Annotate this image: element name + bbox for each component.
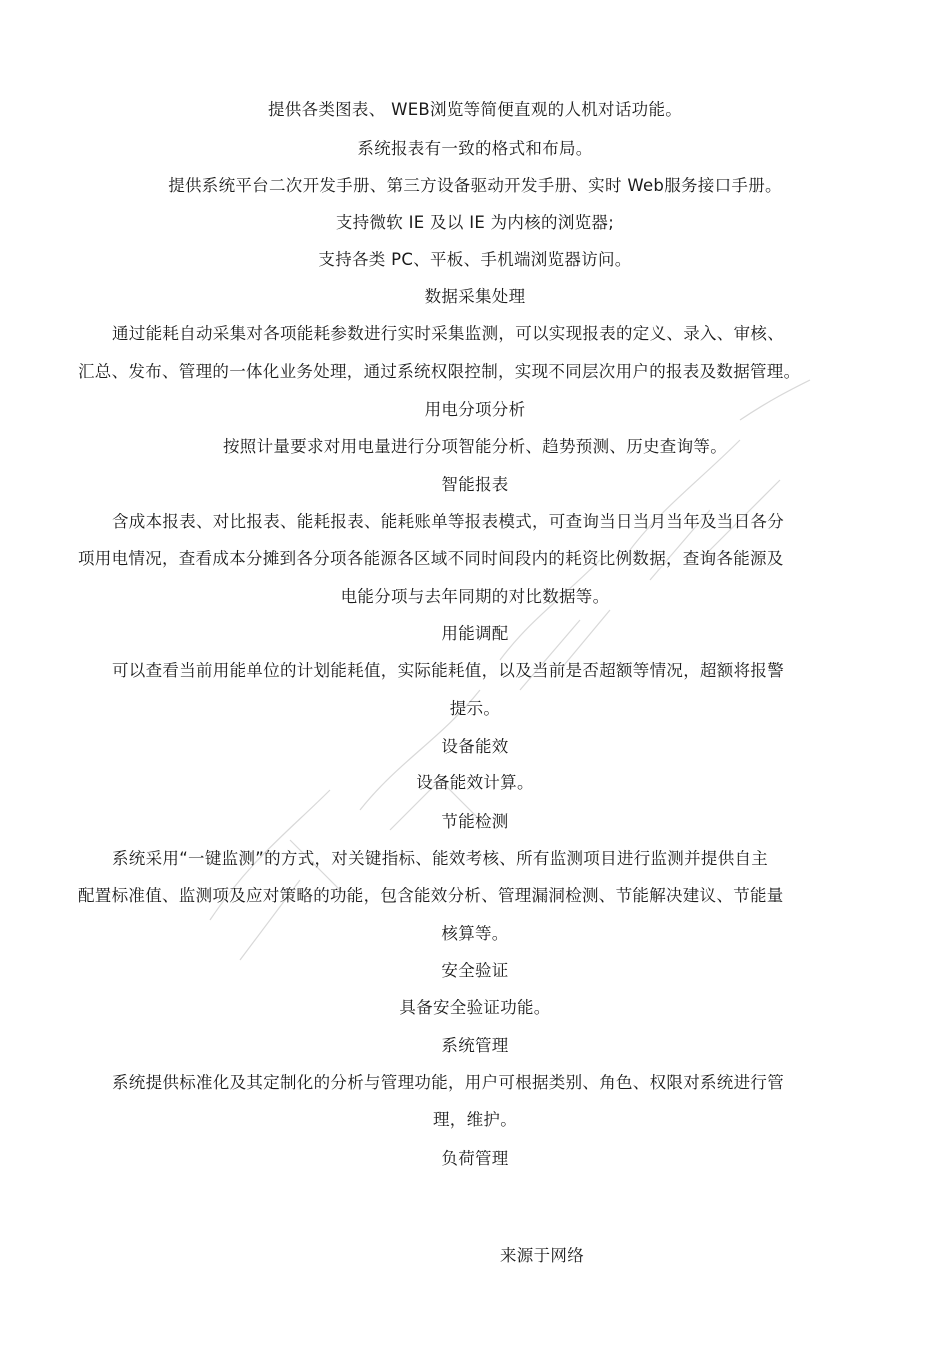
text-line: 提供各类图表、 WEB浏览等简便直观的人机对话功能。 [267, 100, 683, 119]
page-footer: 来源于网络 [500, 1246, 584, 1265]
section-heading: 节能检测 [441, 812, 509, 831]
paragraph-line: 汇总、发布、管理的一体化业务处理，通过系统权限控制，实现不同层次用户的报表及数据管理。 [78, 362, 801, 381]
section-heading: 安全验证 [441, 961, 509, 980]
text-line: 支持各类 PC、平板、手机端浏览器访问。 [318, 250, 632, 269]
text-line: 具备安全验证功能。 [399, 998, 551, 1017]
text-line: 提供系统平台二次开发手册、第三方设备驱动开发手册、实时 Web服务接口手册。 [168, 176, 782, 195]
section-heading: 数据采集处理 [424, 287, 526, 306]
text-line: 设备能效计算。 [416, 773, 534, 792]
paragraph-line: 理，维护。 [433, 1110, 517, 1129]
paragraph-line: 可以查看当前用能单位的计划能耗值，实际能耗值，以及当前是否超额等情况，超额将报警 [112, 661, 784, 680]
section-heading: 系统管理 [441, 1036, 509, 1055]
paragraph-line: 系统采用“一键监测”的方式，对关键指标、能效考核、所有监测项目进行监测并提供自主 [112, 849, 769, 868]
section-heading: 智能报表 [441, 475, 509, 494]
text-line: 按照计量要求对用电量进行分项智能分析、趋势预测、历史查询等。 [223, 437, 727, 456]
paragraph-line: 通过能耗自动采集对各项能耗参数进行实时采集监测，可以实现报表的定义、录入、审核、 [112, 324, 784, 343]
paragraph-line: 项用电情况，查看成本分摊到各分项各能源各区域不同时间段内的耗资比例数据，查询各能源及 [78, 549, 784, 568]
paragraph-line: 核算等。 [441, 924, 509, 943]
section-heading: 设备能效 [441, 737, 509, 756]
paragraph-line: 电能分项与去年同期的对比数据等。 [340, 587, 610, 606]
section-heading: 用电分项分析 [424, 400, 526, 419]
text-line: 支持微软 IE 及以 IE 为内核的浏览器; [335, 213, 615, 232]
paragraph-line: 含成本报表、对比报表、能耗报表、能耗账单等报表模式，可查询当日当月当年及当日各分 [112, 512, 784, 531]
paragraph-line: 配置标准值、监测项及应对策略的功能，包含能效分析、管理漏洞检测、节能解决建议、节能量 [78, 886, 784, 905]
paragraph-line: 系统提供标准化及其定制化的分析与管理功能，用户可根据类别、角色、权限对系统进行管 [112, 1073, 784, 1092]
section-heading: 负荷管理 [441, 1149, 509, 1168]
text-line: 系统报表有一致的格式和布局。 [357, 139, 593, 158]
section-heading: 用能调配 [441, 624, 509, 643]
paragraph-line: 提示。 [449, 699, 501, 718]
